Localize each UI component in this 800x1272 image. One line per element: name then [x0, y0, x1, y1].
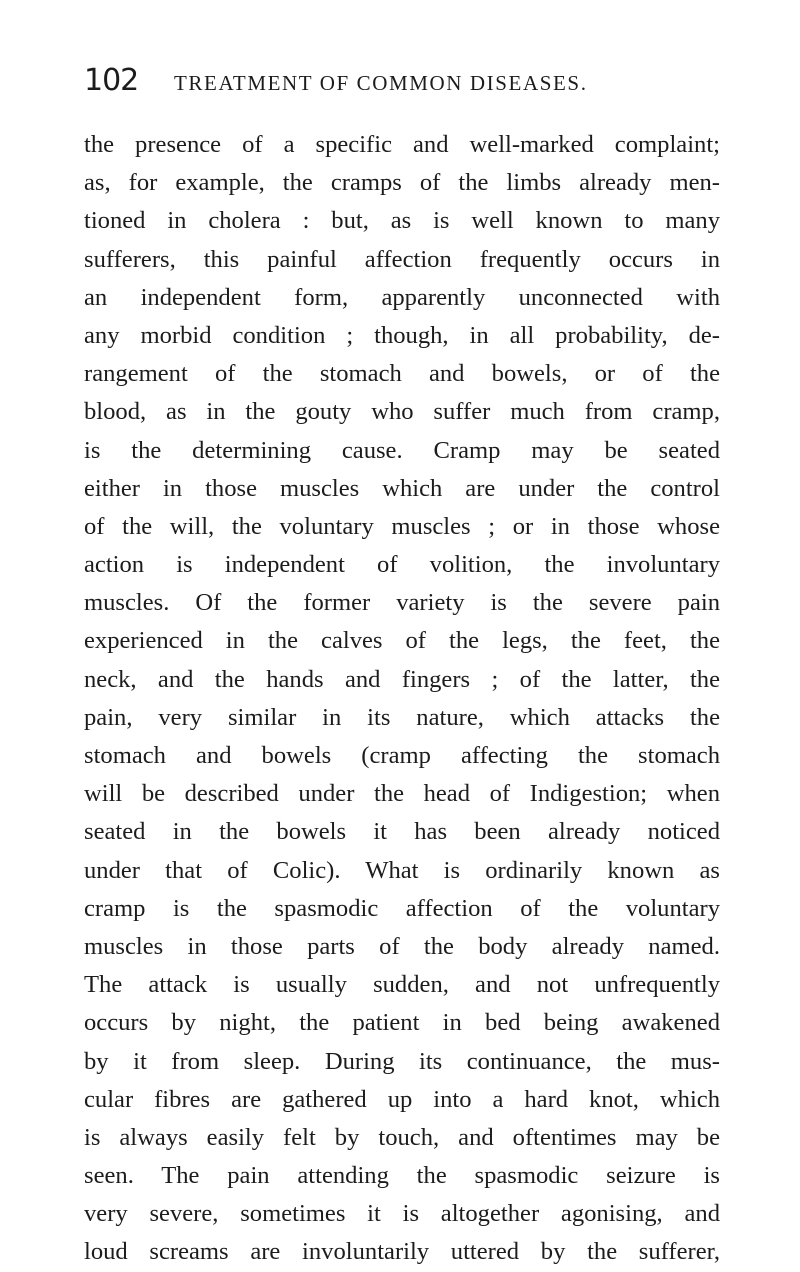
text-line: is the determining cause. Cramp may be seated — [84, 436, 720, 464]
text-line: sufferers, this painful affection frequently occurs in — [84, 245, 720, 273]
text-line: rangement of the stomach and bowels, or of the — [84, 360, 720, 388]
text-line: the presence of a specific and well-marked complaint; — [84, 131, 720, 158]
text-line: blood, as in the gouty who suffer much from cramp, — [84, 398, 720, 426]
text-line: neck, and the hands and fingers ; of the latter, the — [84, 665, 720, 693]
text-line: occurs by night, the patient in bed being awakened — [84, 1009, 720, 1037]
running-title: TREATMENT OF COMMON DISEASES. — [174, 71, 588, 95]
text-line: very severe, sometimes it is altogether agonising, and — [84, 1200, 720, 1228]
text-line: of the will, the voluntary muscles ; or in those whose — [84, 512, 720, 540]
text-line: by it from sleep. During its continuance, the mus- — [84, 1047, 720, 1075]
text-line: is always easily felt by touch, and oftentimes may be — [84, 1123, 720, 1151]
body-paragraph — [84, 126, 720, 1272]
text-line: will be described under the head of Indigestion; when — [84, 780, 720, 808]
running-head — [84, 62, 724, 106]
text-line: an independent form, apparently unconnected with — [84, 283, 720, 311]
text-line: experienced in the calves of the legs, the feet, the — [84, 627, 720, 655]
text-line: loud screams are involuntarily uttered by the sufferer, — [84, 1238, 720, 1266]
text-line: pain, very similar in its nature, which attacks the — [84, 703, 720, 731]
text-line: as, for example, the cramps of the limbs already men- — [84, 169, 720, 197]
text-line: any morbid condition ; though, in all probability, de- — [84, 321, 720, 349]
text-line: seen. The pain attending the spasmodic seizure is — [84, 1162, 720, 1190]
text-line: cular fibres are gathered up into a hard knot, which — [84, 1085, 720, 1113]
text-line: The attack is usually sudden, and not unfrequently — [84, 971, 720, 999]
text-line: cramp is the spasmodic affection of the voluntary — [84, 894, 720, 922]
text-line: tioned in cholera : but, as is well known to many — [84, 207, 720, 235]
text-line: muscles in those parts of the body already named. — [84, 932, 720, 960]
text-line: under that of Colic). What is ordinarily known as — [84, 856, 720, 884]
text-line: muscles. Of the former variety is the severe pain — [84, 589, 720, 617]
text-line: seated in the bowels it has been already noticed — [84, 818, 720, 846]
text-line: either in those muscles which are under the control — [84, 474, 720, 502]
text-line: action is independent of volition, the involuntary — [84, 551, 720, 579]
text-line: stomach and bowels (cramp affecting the stomach — [84, 742, 720, 769]
page-number: 102 — [84, 63, 139, 98]
